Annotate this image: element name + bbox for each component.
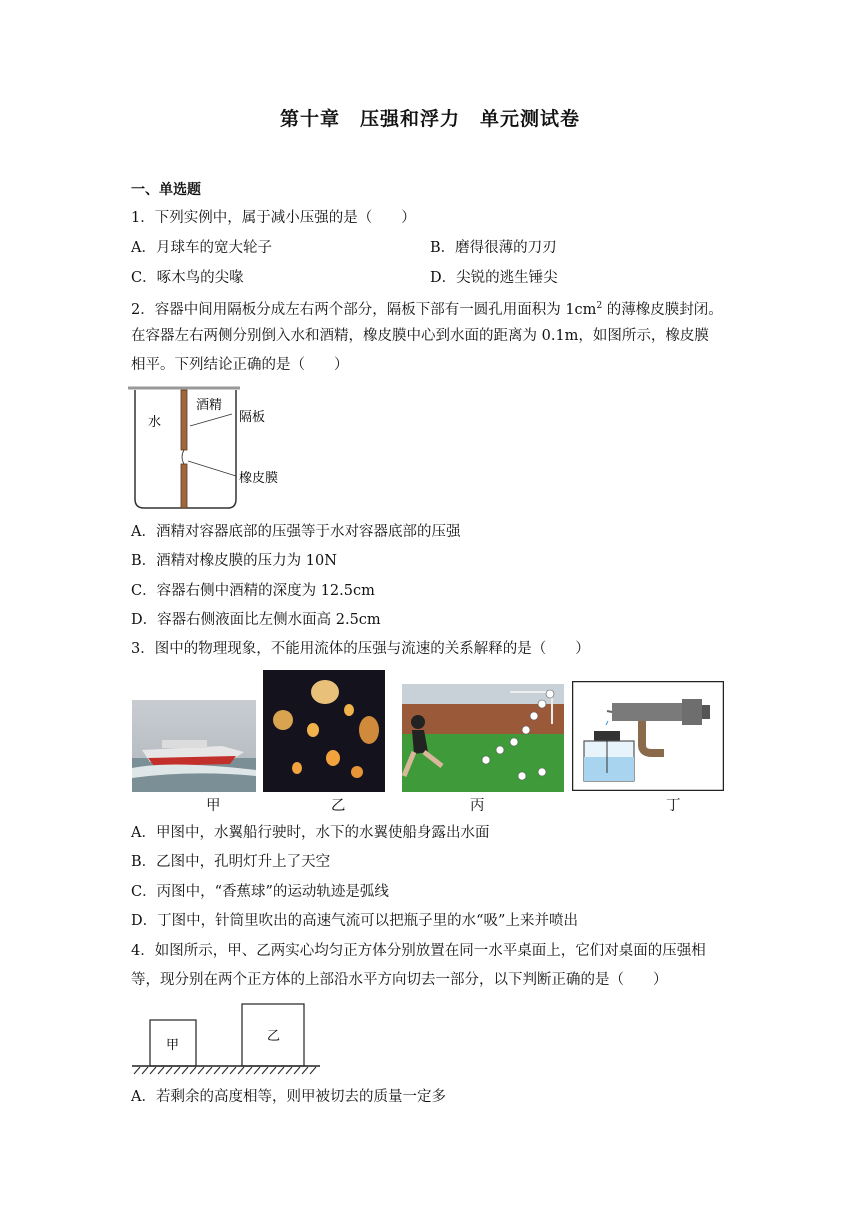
label-water: 水: [148, 415, 162, 430]
page-title: 第十章 压强和浮力 单元测试卷: [279, 108, 580, 130]
caption-yi: 乙: [331, 798, 346, 814]
q2-stem-line1: [131, 296, 723, 320]
label-alcohol: 酒精: [196, 398, 223, 413]
q1-option-d: D．尖锐的逃生锤尖: [430, 270, 558, 286]
q2-superscript: 2: [596, 301, 603, 311]
cube-label-jia: 甲: [166, 1038, 180, 1053]
caption-ding: 丁: [666, 798, 681, 814]
q2-option-d: D．容器右侧液面比左侧水面高 2.5cm: [131, 612, 381, 628]
caption-jia: 甲: [206, 798, 221, 814]
section-heading: 一、单选题: [131, 182, 201, 198]
partition-lower: [181, 464, 187, 508]
label-membrane: 橡皮膜: [239, 471, 279, 486]
two-cubes-figure: [128, 1000, 324, 1080]
q2-option-b: B．酒精对橡皮膜的压力为 10N: [131, 553, 337, 569]
partition-upper: [181, 390, 187, 450]
syringe-bottle-diagram: [572, 681, 724, 791]
q2-stem-text-a: 2．容器中间用隔板分成左右两个部分，隔板下部有一圆孔用面积为 1cm: [131, 301, 597, 318]
q2-option-c: C．容器右侧中酒精的深度为 12.5cm: [131, 583, 375, 599]
q1-option-a: A．月球车的宽大轮子: [131, 240, 272, 256]
label-partition: 隔板: [239, 410, 266, 425]
q2-stem-line3: 相平。下列结论正确的是（ ）: [131, 357, 349, 373]
cube-label-yi: 乙: [267, 1029, 281, 1044]
q2-option-a: A．酒精对容器底部的压强等于水对容器底部的压强: [131, 524, 461, 540]
q3-stem: 3．图中的物理现象，不能用流体的压强与流速的关系解释的是（ ）: [131, 641, 590, 657]
q3-option-c: C．丙图中，“香蕉球”的运动轨迹是弧线: [131, 884, 389, 900]
banana-kick-photo: [402, 684, 564, 792]
q2-stem-text-b: 的薄橡皮膜封闭。: [602, 301, 723, 318]
q2-stem-line2: 在容器左右两侧分别倒入水和酒精，橡皮膜中心到水面的距离为 0.1m，如图所示，橡皮膜: [131, 328, 709, 344]
container-figure: [128, 384, 298, 514]
q4-stem-line1: 4．如图所示，甲、乙两实心均匀正方体分别放置在同一水平桌面上，它们对桌面的压强相: [131, 943, 706, 959]
q3-option-d: D．丁图中，针筒里吹出的高速气流可以把瓶子里的水“吸”上来并喷出: [131, 913, 578, 929]
sky-lanterns-photo: [263, 670, 385, 792]
q1-option-c: C．啄木鸟的尖喙: [131, 270, 244, 286]
hydrofoil-boat-photo: [132, 700, 256, 792]
q3-option-b: B．乙图中，孔明灯升上了天空: [131, 854, 331, 870]
membrane-shape: [182, 450, 184, 464]
q1-option-b: B．磨得很薄的刀刃: [430, 240, 557, 256]
q1-stem: 1．下列实例中，属于减小压强的是（ ）: [131, 210, 416, 226]
q4-stem-line2: 等，现分别在两个正方体的上部沿水平方向切去一部分，以下判断正确的是（ ）: [131, 972, 668, 988]
q4-option-a: A．若剩余的高度相等，则甲被切去的质量一定多: [131, 1089, 446, 1105]
q3-option-a: A．甲图中，水翼船行驶时，水下的水翼使船身露出水面: [131, 825, 490, 841]
caption-bing: 丙: [470, 798, 485, 814]
